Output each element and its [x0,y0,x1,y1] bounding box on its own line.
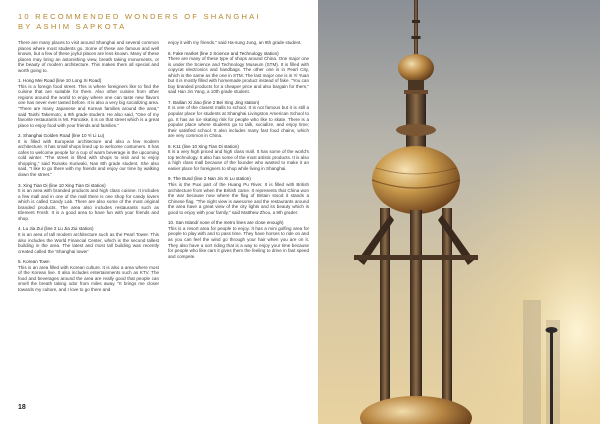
body-paragraph: This is the Puxi part of the Huang Pu River. It is filled with British architecture from when the British came. It represents that China won the war because now where the flag of Britain stood it stands a Chinese flag. "The night view is awesome and the restaurants around the area have a great view of the city lights and its beauty which is good to enjoy with your family," said Matthew Zhou, a 9th grader. [168,182,309,215]
oriental-pearl-tower-photo [318,0,600,424]
section-heading: 8. K11 (line 10 Xing Tian Di station) [168,143,239,149]
body-paragraph: enjoy it with my friends," said Ha-sung Jung, an 9th grade student. [168,40,302,45]
body-paragraph: There are many places to visit around Shanghai and several common places where most students go. Some of these are famous and well known, but a few of these joyful places are less known. Many of these places may bring an astonishing view, breath taking monuments, or the beauty of modern architecture. This makes them all special and worth going to. [18,40,159,73]
body-paragraph: It is an area of tall modern architecture such as the Pearl Tower. This also includes the World Financial Center, which is the second tallest building in the area. The latest and most tall building was recently created called the 'Shanghai tower' [18,231,159,254]
article-title [18,12,298,32]
text-column-left [18,40,159,297]
body-paragraph: It is one of the closest malls to school. It is not famous but it is still a popular place for students at Shanghai Livingston American School to go. It has an ice skating rink for people who like to skate. There is a popular place where students go to talk, socialize, and enjoy time; their satisfied school. It also includes many fast food chains, which are very common in China. [168,105,309,139]
section-heading: 5. Korean Town [18,259,50,265]
text-column-right [168,40,309,264]
tower-illustration [318,0,600,424]
section-heading: 4. Lu Jia Zui (line 2 Lu Jia Zui station) [18,226,94,232]
body-paragraph: It is an area with branded products and high class cuisine. It includes a few mall and in one of the mall there is one shop for candy lovers which is called Candy Lab. There are also some of the most original branded products. The area also includes restaurants such as Element Fresh. It is a good area to have fun with your friends and shop. [18,188,159,221]
body-paragraph: This is a resort area for people to enjoy. It has a mini golfing area for people to play with and to pass time. They have horses to ride on and as you can feel the wind go through your hair when you are on it. They also have a sort riding that is a way to enjoy your time because for people who like cars it gives them the feeling to drive in fast speed and compete. [168,225,309,259]
title-byline: BY ASHIM SAPKOTA [18,22,127,31]
body-paragraph: It is a very high priced and high class mall. It has some of the world's top technology. It also has some of the most artistic products. It is also a high class mall because of the founder who wanted to make it an easier place for foreigners to shop while living in Shanghai. [168,149,309,171]
title-line-1: 10 RECOMMENDED WONDERS OF SHANGHAI [18,12,261,21]
section-heading: 9. The Bund (line 2 Nan Jin Xi Lu station) [168,176,251,182]
body-paragraph: This is an area filled with Korean culture. It is also a area where most of the Korean live. It also includes entertainments such as KTV. The food and beverages around the area are really good that people can smell the breath taking odor from miles away. "It brings me closer towards my culture, and I love to go there and [18,264,159,292]
section-heading: 3. Xing Tian Di (line 10 Xing Tian Di station) [18,182,106,188]
section-heading: 7. Bailian Xi Jiao (line 2 Bei Xing Jing station) [168,99,260,105]
section-heading: 1. Hong Mei Road (line 10 Long Xi Road) [18,78,102,84]
body-paragraph: There are many of these type of shops around China. One major one is under the Science and Technology Museum (STM). It is filled with copycat electronics and handbags. The other one is in Pearl City, which is the same as the one in STM. The last major one is in Yi Yuan but it is mostly filled with homemade product instead of fake. "You can buy branded products for a cheaper price and also bargain for them," said Han Jin Yang, a 10th grade student. [168,56,309,95]
body-paragraph: It is filled with European architecture and also a few modern architecture. It has small shops lined up to welcome costumers. It has cafes to welcome people for a cup of warm beverage in the upcoming cold winter. "The street is filled with shops to visit and to enjoy shopping," said Runako Kuriwaki, Nan 8th grade student. She also said, "I like to go there with my friends and enjoy our time by walking down the street." [18,138,159,178]
section-heading: 2. Shanghai Golden Road (line 10 Yi Li Lu) [18,133,105,139]
body-paragraph: This is a foreign food street. This is where foreigners like to find the cuisine that are suitable for them. Also other cuisine from other regions around the world to enjoy where one can taste new flavors one has never ever tasted before. It is also a very big socializing area. "There are many Japanese and Korean families around the area," said Taishi Takemoto, a 9th grade student. He also said, "One of my favorite restaurants is Mr. Pancake, it is on that street which is a great place to enjoy food with your friends and families." [18,83,159,128]
section-heading: 6. Fake market (line 2 Science and Technology station) [168,50,279,56]
page-number: 18 [18,404,26,411]
section-heading: 10. San Island/ none of the metro lines are close enough) [168,220,284,226]
